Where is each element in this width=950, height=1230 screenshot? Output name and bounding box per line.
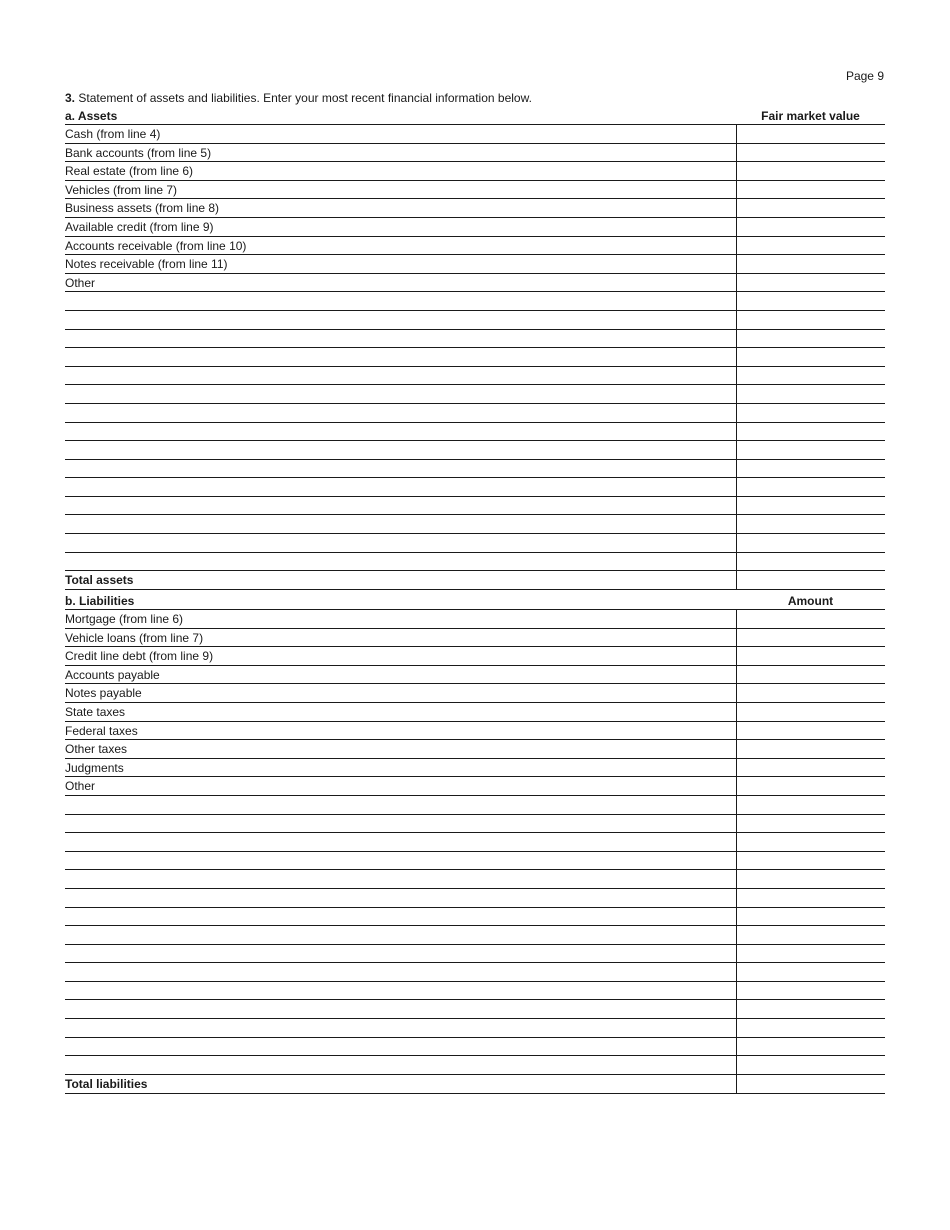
asset-row: [65, 162, 885, 181]
asset-value-field[interactable]: [736, 478, 885, 496]
liability-row: [65, 926, 885, 945]
asset-value-field[interactable]: [736, 162, 885, 180]
asset-row: [65, 404, 885, 423]
asset-row-label[interactable]: [65, 292, 736, 310]
asset-value-field[interactable]: [736, 553, 885, 571]
asset-value-field[interactable]: [736, 181, 885, 199]
liability-value-field[interactable]: [736, 1056, 885, 1074]
liability-row-label[interactable]: Other taxes: [65, 742, 128, 757]
asset-row: [65, 460, 885, 479]
liability-row: [65, 833, 885, 852]
asset-value-field[interactable]: [736, 385, 885, 403]
asset-row-label[interactable]: [65, 478, 736, 496]
liability-row: [65, 815, 885, 834]
liability-value-field[interactable]: [736, 610, 885, 628]
liability-row: [65, 889, 885, 908]
liability-value-field[interactable]: [736, 740, 885, 758]
asset-row-label[interactable]: Accounts receivable (from line 10): [65, 238, 247, 253]
asset-row-label[interactable]: Business assets (from line 8): [65, 201, 220, 216]
asset-row-label[interactable]: [65, 330, 736, 348]
liability-row-label[interactable]: [65, 926, 736, 944]
liability-row: [65, 1038, 885, 1057]
section-intro: [65, 91, 532, 105]
liabilities-header: [65, 593, 885, 610]
assets-total-row: [65, 571, 885, 590]
asset-row: [65, 311, 885, 330]
liability-value-field[interactable]: [736, 870, 885, 888]
liabilities-total-row: [65, 1075, 885, 1094]
asset-row: [65, 423, 885, 442]
asset-value-field[interactable]: [736, 460, 885, 478]
liability-row: [65, 908, 885, 927]
liabilities-total-label: Total liabilities: [65, 1076, 148, 1091]
liability-value-field[interactable]: [736, 684, 885, 702]
liability-value-field[interactable]: [736, 833, 885, 851]
liability-row-label[interactable]: [65, 1038, 736, 1056]
asset-row: [65, 181, 885, 200]
asset-row: [65, 441, 885, 460]
liability-row-label[interactable]: [65, 1019, 736, 1037]
liability-value-field[interactable]: [736, 1019, 885, 1037]
asset-row: [65, 515, 885, 534]
liability-row: [65, 629, 885, 648]
asset-row-label[interactable]: [65, 348, 736, 366]
asset-row-label[interactable]: [65, 441, 736, 459]
assets-title: a. Assets: [65, 109, 118, 123]
asset-value-field[interactable]: [736, 199, 885, 217]
liability-row-label[interactable]: Accounts payable: [65, 667, 160, 682]
asset-row-label[interactable]: [65, 311, 736, 329]
asset-row: [65, 125, 885, 144]
asset-value-field[interactable]: [736, 292, 885, 310]
asset-value-field[interactable]: [736, 367, 885, 385]
asset-row-label[interactable]: [65, 534, 736, 552]
asset-row-label[interactable]: Bank accounts (from line 5): [65, 145, 212, 160]
liability-row-label[interactable]: [65, 870, 736, 888]
asset-value-field[interactable]: [736, 218, 885, 236]
liability-row: [65, 740, 885, 759]
liability-value-field[interactable]: [736, 777, 885, 795]
liability-row: [65, 1000, 885, 1019]
asset-row: [65, 237, 885, 256]
assets-header: [65, 108, 885, 125]
asset-row: [65, 553, 885, 572]
liability-value-field[interactable]: [736, 982, 885, 1000]
liability-value-field[interactable]: [736, 963, 885, 981]
asset-row: [65, 199, 885, 218]
asset-row-label[interactable]: [65, 553, 736, 571]
asset-row-label[interactable]: [65, 423, 736, 441]
liability-value-field[interactable]: [736, 666, 885, 684]
assets-column-header: Fair market value: [761, 109, 860, 123]
asset-value-field[interactable]: [736, 404, 885, 422]
liability-row: [65, 963, 885, 982]
liability-value-field[interactable]: [736, 889, 885, 907]
asset-row: [65, 144, 885, 163]
section-number: 3.: [65, 91, 76, 105]
asset-row-label[interactable]: Available credit (from line 9): [65, 219, 214, 234]
liabilities-column-header: Amount: [787, 594, 834, 608]
asset-value-field[interactable]: [736, 423, 885, 441]
asset-row: [65, 330, 885, 349]
liability-row-label[interactable]: [65, 889, 736, 907]
asset-value-field[interactable]: [736, 348, 885, 366]
liability-row-label[interactable]: [65, 796, 736, 814]
asset-value-field[interactable]: [736, 441, 885, 459]
asset-value-field[interactable]: [736, 330, 885, 348]
liability-value-field[interactable]: [736, 815, 885, 833]
liabilities-rows: [65, 610, 885, 1075]
liability-row: [65, 870, 885, 889]
liabilities-table: [65, 593, 885, 1094]
liability-value-field[interactable]: [736, 759, 885, 777]
asset-row-label[interactable]: Notes receivable (from line 11): [65, 257, 228, 272]
liability-row-label[interactable]: [65, 963, 736, 981]
assets-table: [65, 108, 885, 590]
liability-row: [65, 610, 885, 629]
liability-row-label[interactable]: Notes payable: [65, 686, 142, 701]
asset-row: [65, 385, 885, 404]
asset-row-label[interactable]: [65, 385, 736, 403]
liability-value-field[interactable]: [736, 908, 885, 926]
liabilities-total-field[interactable]: [736, 1075, 885, 1093]
asset-row-label[interactable]: [65, 404, 736, 422]
assets-rows: [65, 125, 885, 571]
liability-row-label[interactable]: [65, 1000, 736, 1018]
liability-row-label[interactable]: [65, 908, 736, 926]
liability-row-label[interactable]: [65, 833, 736, 851]
liability-row: [65, 777, 885, 796]
liability-value-field[interactable]: [736, 796, 885, 814]
asset-row: [65, 367, 885, 386]
liability-row-label[interactable]: State taxes: [65, 704, 126, 719]
liability-row-label[interactable]: Other: [65, 779, 96, 794]
assets-total-field[interactable]: [736, 571, 885, 589]
liability-value-field[interactable]: [736, 722, 885, 740]
liability-value-field[interactable]: [736, 1000, 885, 1018]
asset-value-field[interactable]: [736, 534, 885, 552]
liability-value-field[interactable]: [736, 647, 885, 665]
asset-row: [65, 478, 885, 497]
asset-row: [65, 218, 885, 237]
liability-value-field[interactable]: [736, 629, 885, 647]
liability-row-label[interactable]: Vehicle loans (from line 7): [65, 630, 204, 645]
liability-row: [65, 1019, 885, 1038]
liability-row: [65, 666, 885, 685]
liability-row: [65, 982, 885, 1001]
page-number: Page 9: [845, 69, 884, 83]
liability-row: [65, 852, 885, 871]
liability-row: [65, 647, 885, 666]
liability-value-field[interactable]: [736, 945, 885, 963]
asset-row: [65, 292, 885, 311]
section-instructions: Statement of assets and liabilities. Enter your most recent financial information below.: [78, 91, 532, 105]
liability-row-label[interactable]: Credit line debt (from line 9): [65, 649, 214, 664]
asset-row-label[interactable]: Cash (from line 4): [65, 127, 161, 141]
asset-row-label[interactable]: [65, 497, 736, 515]
asset-value-field[interactable]: [736, 497, 885, 515]
liability-row: [65, 759, 885, 778]
assets-total-label: Total assets: [65, 573, 134, 588]
liability-row-label[interactable]: Judgments: [65, 760, 124, 775]
asset-value-field[interactable]: [736, 144, 885, 162]
liability-row: [65, 703, 885, 722]
liability-row: [65, 722, 885, 741]
asset-row-label[interactable]: Other: [65, 275, 96, 290]
liability-row-label[interactable]: [65, 982, 736, 1000]
asset-value-field[interactable]: [736, 311, 885, 329]
asset-row: [65, 497, 885, 516]
liability-value-field[interactable]: [736, 852, 885, 870]
liability-row-label[interactable]: Mortgage (from line 6): [65, 612, 184, 626]
asset-value-field[interactable]: [736, 255, 885, 273]
asset-value-field[interactable]: [736, 125, 885, 143]
asset-row: [65, 534, 885, 553]
asset-row-label[interactable]: [65, 460, 736, 478]
asset-row-label[interactable]: [65, 367, 736, 385]
asset-row: [65, 255, 885, 274]
liability-row: [65, 796, 885, 815]
liability-value-field[interactable]: [736, 926, 885, 944]
liability-row-label[interactable]: [65, 945, 736, 963]
asset-row: [65, 348, 885, 367]
asset-row-label[interactable]: [65, 515, 736, 533]
asset-value-field[interactable]: [736, 515, 885, 533]
liability-value-field[interactable]: [736, 1038, 885, 1056]
asset-row: [65, 274, 885, 293]
liability-row: [65, 684, 885, 703]
asset-row-label[interactable]: Vehicles (from line 7): [65, 182, 178, 197]
liability-row: [65, 1056, 885, 1075]
liability-row: [65, 945, 885, 964]
liability-row-label[interactable]: Federal taxes: [65, 723, 138, 738]
liability-value-field[interactable]: [736, 703, 885, 721]
asset-value-field[interactable]: [736, 237, 885, 255]
asset-row-label[interactable]: Real estate (from line 6): [65, 164, 194, 179]
liabilities-title: b. Liabilities: [65, 594, 135, 608]
liability-row-label[interactable]: [65, 815, 736, 833]
liability-row-label[interactable]: [65, 1056, 736, 1074]
liability-row-label[interactable]: [65, 852, 736, 870]
asset-value-field[interactable]: [736, 274, 885, 292]
